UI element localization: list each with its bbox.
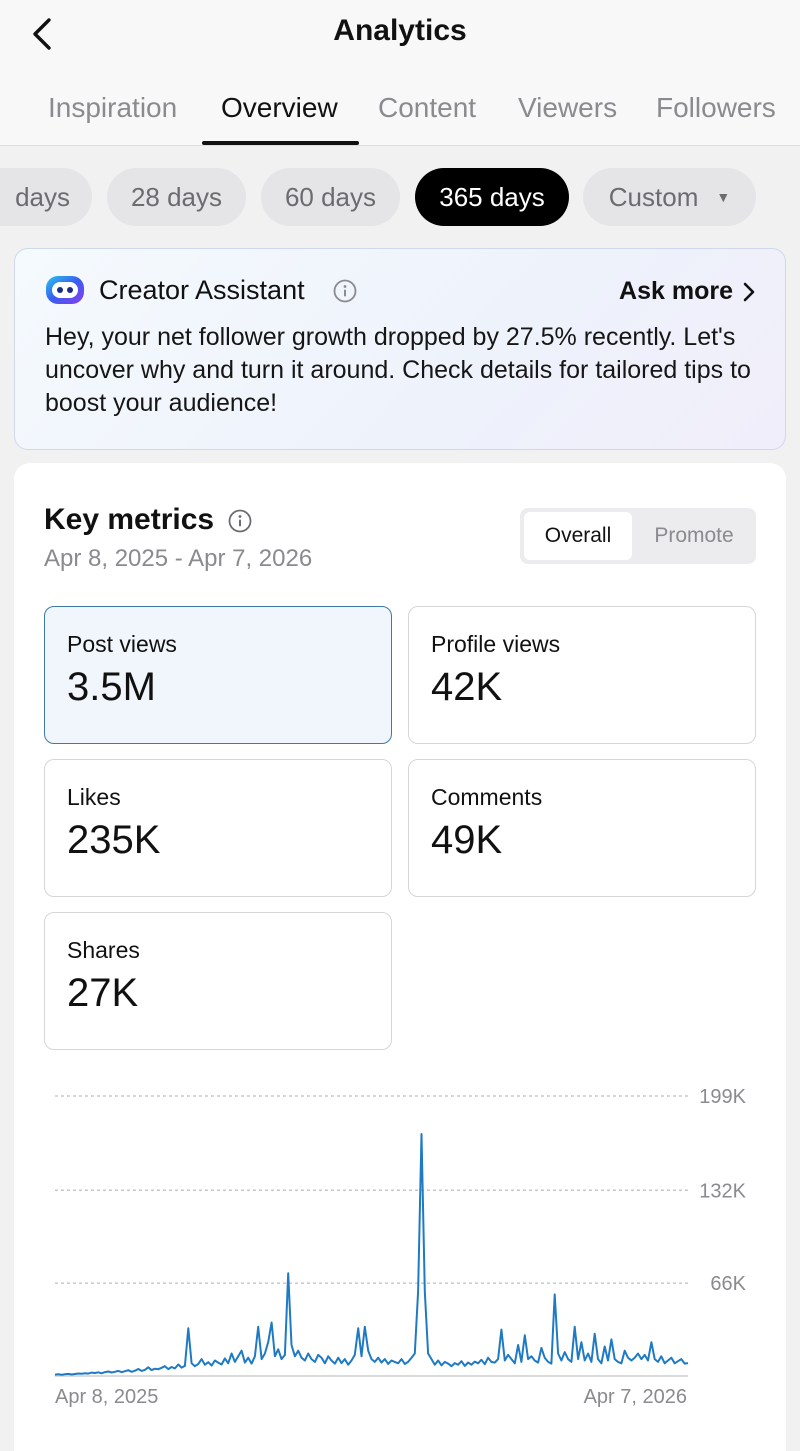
metric-value: 42K — [431, 665, 503, 709]
metric-card-post-views[interactable] — [44, 606, 392, 744]
chart-gridlines — [55, 1096, 688, 1283]
date-range-filters — [0, 168, 800, 226]
promote-toggle-button[interactable]: Promote — [654, 524, 734, 547]
ask-more-label: Ask more — [619, 277, 733, 305]
tab-content[interactable]: Content — [378, 92, 477, 123]
overall-toggle-button[interactable]: Overall — [524, 512, 632, 560]
creator-assistant-card[interactable] — [14, 248, 786, 450]
page-title: Analytics — [333, 14, 467, 47]
metric-card-likes[interactable] — [44, 759, 392, 897]
y-tick-label: 66K — [710, 1273, 746, 1296]
metric-value: 27K — [67, 971, 139, 1015]
metric-card-comments[interactable] — [408, 759, 756, 897]
range-pill-365-days[interactable] — [415, 168, 569, 226]
range-pill-label: 28 days — [130, 181, 223, 212]
metric-label: Profile views — [431, 631, 561, 657]
range-pill-label: days — [15, 181, 70, 212]
tab-bar — [0, 92, 800, 146]
metric-label: Likes — [67, 784, 121, 810]
range-pill-28-days[interactable] — [107, 168, 246, 226]
tab-viewers[interactable]: Viewers — [518, 92, 618, 123]
y-axis-ticks — [699, 1086, 746, 1295]
y-tick-label: 132K — [699, 1180, 746, 1203]
range-pill-label: Custom — [608, 181, 699, 212]
metric-value: 49K — [431, 818, 503, 862]
range-pill-custom[interactable] — [583, 168, 756, 226]
info-icon[interactable] — [228, 509, 252, 533]
active-tab-indicator — [202, 141, 359, 145]
overall-promote-toggle — [520, 508, 756, 564]
post-views-line — [55, 1134, 688, 1375]
y-tick-label: 199K — [699, 1086, 746, 1108]
x-axis-end-label: Apr 7, 2026 — [583, 1386, 687, 1408]
metric-label: Shares — [67, 937, 140, 963]
metric-value: 235K — [67, 818, 161, 862]
range-pill-label: 60 days — [284, 181, 377, 212]
info-icon[interactable] — [333, 279, 357, 303]
caret-down-icon: ▼ — [716, 189, 731, 205]
tab-followers[interactable]: Followers — [656, 92, 776, 123]
range-pill-label: 365 days — [439, 181, 545, 212]
tab-inspiration[interactable]: Inspiration — [48, 92, 178, 123]
post-views-chart[interactable] — [0, 1080, 800, 1420]
key-metrics-title: Key metrics — [44, 503, 215, 536]
tab-overview[interactable]: Overview — [221, 92, 338, 123]
ask-more-link[interactable] — [619, 277, 755, 306]
creator-assistant-logo-icon — [45, 275, 85, 305]
x-axis-start-label: Apr 8, 2025 — [55, 1386, 159, 1408]
metric-label: Post views — [67, 631, 177, 657]
top-bar — [0, 0, 800, 146]
chart-series — [55, 1134, 688, 1375]
date-range-label: Apr 8, 2025 - Apr 7, 2026 — [44, 545, 313, 572]
chevron-right-icon — [743, 282, 755, 302]
metric-value: 3.5M — [67, 665, 156, 709]
assistant-title: Creator Assistant — [99, 275, 305, 305]
metric-card-shares[interactable] — [44, 912, 392, 1050]
metric-card-profile-views[interactable] — [408, 606, 756, 744]
range-pill-60-days[interactable] — [261, 168, 400, 226]
assistant-message: Hey, your net follower growth dropped by 27.5% recently. Let's uncover why and turn it around. Check details for tailored tips to boost your audience! — [45, 323, 751, 417]
metric-label: Comments — [431, 784, 543, 810]
range-pill-7-days[interactable] — [0, 168, 92, 226]
